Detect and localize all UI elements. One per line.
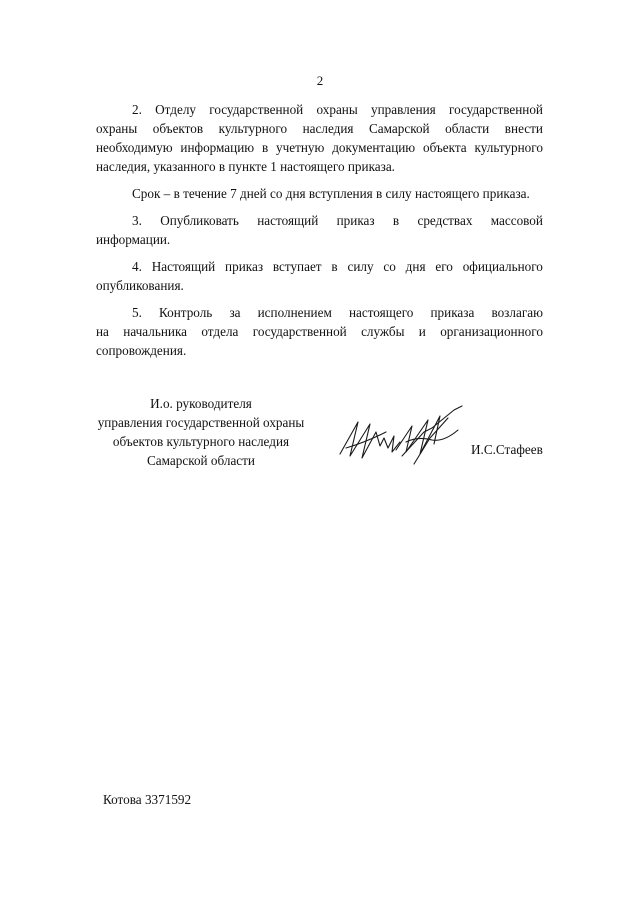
text-word: охраны: [96, 121, 138, 136]
text-word: приказ: [225, 259, 264, 274]
paragraph: [96, 211, 543, 249]
handwritten-signature: [336, 402, 466, 468]
text-word: службы: [361, 324, 405, 339]
text-word: управления: [370, 102, 436, 117]
text-word: приказа: [430, 305, 475, 320]
text-word: документацию: [332, 140, 416, 155]
text-word: настоящий: [257, 213, 319, 228]
text-word: Настоящий: [151, 259, 216, 274]
text-word: необходимую: [96, 140, 173, 155]
text-word: культурного: [474, 140, 543, 155]
text-word: государственной: [209, 102, 304, 117]
text-word: за: [229, 305, 241, 320]
text-line: [96, 138, 543, 157]
text-word: официального: [462, 259, 543, 274]
text-word: внести: [504, 121, 543, 136]
text-word: массовой: [490, 213, 543, 228]
text-word: средствах: [417, 213, 473, 228]
paragraph: [96, 184, 543, 203]
text-word: учетную: [276, 140, 325, 155]
text-word: отдела: [201, 324, 239, 339]
signatory-position: [86, 394, 316, 470]
text-word: в: [261, 140, 269, 155]
signer-name: И.С.Стафеев: [471, 442, 543, 457]
text-line: [96, 100, 543, 119]
position-line: управления государственной охраны: [97, 415, 305, 430]
text-word: в: [392, 213, 400, 228]
text-word: силу: [347, 259, 374, 274]
text-word: вступает: [272, 259, 322, 274]
text-line: [96, 341, 543, 360]
text-word: приказ: [336, 213, 375, 228]
paragraph: [96, 100, 543, 176]
executor-info: Котова 3371592: [103, 792, 192, 807]
text-line: [96, 184, 543, 203]
text-word: наследия, указанного в пункте 1 настоящего приказа.: [96, 159, 395, 174]
text-line: [96, 230, 543, 249]
text-line: [96, 211, 543, 230]
paragraph: [96, 257, 543, 295]
text-line: [96, 322, 543, 341]
text-word: на: [96, 324, 109, 339]
text-word: объектов: [152, 121, 204, 136]
text-word: со: [383, 259, 396, 274]
document-body: [96, 100, 543, 368]
text-word: Отделу: [155, 102, 196, 117]
paragraph: [96, 303, 543, 360]
text-word: опубликования.: [96, 278, 184, 293]
text-line: [96, 276, 543, 295]
paragraph-number: 2.: [132, 102, 142, 117]
text-word: исполнением: [257, 305, 332, 320]
text-word: охраны: [316, 102, 358, 117]
text-word: в: [331, 259, 338, 274]
page-number: 2: [316, 73, 324, 88]
text-line: [96, 303, 543, 322]
paragraph-number: 5.: [132, 305, 142, 320]
text-word: и: [418, 324, 426, 339]
text-word: начальника: [123, 324, 188, 339]
text-word: государственной: [252, 324, 347, 339]
text-word: дня: [405, 259, 426, 274]
text-word: Контроль: [159, 305, 213, 320]
text-word: Самарской: [369, 121, 430, 136]
text-word: настоящего: [348, 305, 414, 320]
position-line: объектов культурного наследия: [112, 434, 290, 449]
text-word: информации.: [96, 232, 171, 247]
text-line: [96, 119, 543, 138]
text-word: сопровождения.: [96, 343, 187, 358]
text-word: Срок – в течение 7 дней со дня вступления в силу настоящего приказа.: [132, 186, 530, 201]
position-line: Самарской области: [147, 453, 255, 468]
text-word: Опубликовать: [160, 213, 239, 228]
paragraph-number: 4.: [132, 259, 142, 274]
position-line: И.о. руководителя: [150, 396, 252, 411]
text-line: [96, 257, 543, 276]
text-word: государственной: [449, 102, 543, 117]
text-word: организационного: [440, 324, 543, 339]
text-word: наследия: [302, 121, 354, 136]
paragraph-number: 3.: [132, 213, 142, 228]
text-word: области: [445, 121, 490, 136]
text-word: информацию: [180, 140, 255, 155]
text-line: [96, 157, 543, 176]
text-word: объекта: [423, 140, 467, 155]
text-word: его: [435, 259, 453, 274]
text-word: возлагаю: [491, 305, 543, 320]
text-word: культурного: [218, 121, 288, 136]
